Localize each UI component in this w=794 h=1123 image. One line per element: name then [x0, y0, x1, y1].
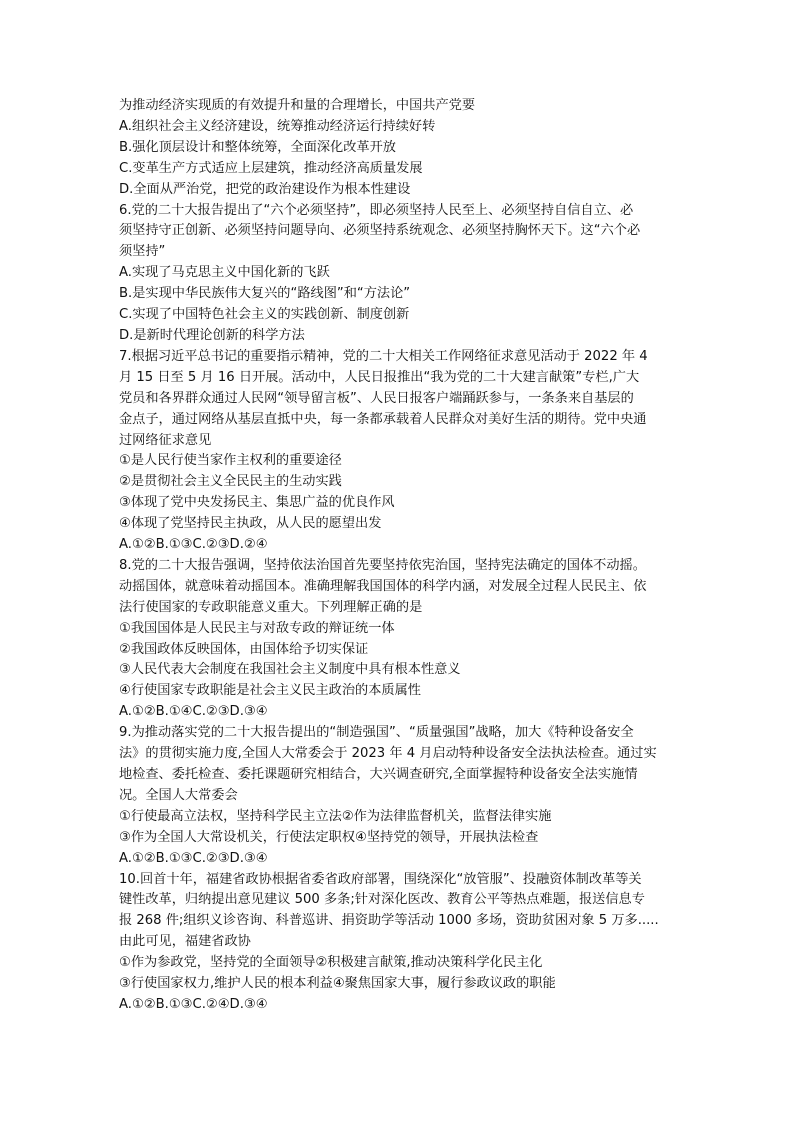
- question-stem-line: 地检查、委托检查、委托课题研究相结合，大兴调查研究,全面掌握特种设备安全法实施情: [119, 767, 638, 782]
- statement-item: ②是贯彻社会主义全民民主的生动实践: [119, 474, 342, 490]
- option-b: B.强化顶层设计和整体统筹，全面深化改革开放: [119, 139, 396, 155]
- answer-options: A.①②B.①③C.②③D.③④: [119, 850, 268, 866]
- question-stem-line: 8.党的二十大报告强调，坚持依法治国首先要坚持依宪治国，坚持宪法确定的国体不动摇。: [119, 557, 646, 573]
- exam-page: [119, 96, 789, 1016]
- option-a: A.实现了马克思主义中国化新的飞跃: [119, 265, 330, 281]
- question-intro: [119, 96, 789, 201]
- option-d: D.全面从严治党，把党的政治建设作为根本性建设: [119, 181, 411, 197]
- statement-item: ①是人民行使当家作主权利的重要途径: [119, 453, 342, 469]
- question-stem-line: 由此可见，福建省政协: [119, 934, 251, 950]
- answer-options: A.①②B.①③C.②③D.②④: [119, 537, 268, 553]
- question-stem-line: 报 268 件;组织义诊咨询、科普巡讲、捐资助学等活动 1000 多场，资助贫困对象 5 万多.....: [119, 913, 659, 929]
- question-stem-line: 月 15 日至 5 月 16 日开展。活动中，人民日报推出“我为党的二十大建言献策”专栏,广大: [119, 369, 640, 385]
- statement-item: ②我国政体反映国体，由国体给予切实保证: [119, 641, 369, 657]
- question-stem-line: 动摇国体，就意味着动摇国本。准确理解我国国体的科学内涵，对发展全过程人民民主、依: [119, 578, 647, 594]
- question-stem-line: 9.为推动落实党的二十大报告提出的“制造强国”、“质量强国”战略，加大《特种设备安全: [119, 725, 634, 741]
- question-stem-line: 金点子，通过网络从基层直抵中央，每一条都承载着人民群众对美好生活的期待。党中央通: [119, 411, 647, 427]
- question-stem-line: 况。全国人大常委会: [119, 787, 238, 803]
- question-stem-line: 10.回首十年，福建省政协根据省委省政府部署，围绕深化“放管服”、投融资体制改革等关: [119, 871, 642, 887]
- statement-item: ③作为全国人大常设机关，行使法定职权④坚持党的领导，开展执法检查: [119, 829, 539, 845]
- question-stem-line: 法行使国家的专政职能意义重大。下列理解正确的是: [119, 599, 423, 615]
- question-stem-line: 7.根据习近平总书记的重要指示精神，党的二十大相关工作网络征求意见活动于 2022 年 4: [119, 348, 648, 364]
- option-c: C.变革生产方式适应上层建筑，推动经济高质量发展: [119, 160, 423, 176]
- statement-item: ③人民代表大会制度在我国社会主义制度中具有根本性意义: [119, 662, 461, 678]
- question-stem-line: 过网络征求意见: [119, 432, 212, 448]
- question-9: [119, 723, 789, 869]
- question-10: [119, 870, 789, 1016]
- option-a: A.组织社会主义经济建设，统筹推动经济运行持续好转: [119, 118, 436, 134]
- statement-item: ④行使国家专政职能是社会主义民主政治的本质属性: [119, 683, 421, 699]
- statement-item: ③行使国家权力,维护人民的根本利益④聚焦国家大事，履行参政议政的职能: [119, 976, 556, 992]
- answer-options: A.①②B.①③C.②④D.③④: [119, 996, 268, 1012]
- answer-options: A.①②B.①④C.②③D.③④: [119, 704, 268, 720]
- statement-item: ④体现了党坚持民主执政，从人民的愿望出发: [119, 516, 382, 532]
- statement-item: ①行使最高立法权，坚持科学民主立法②作为法律监督机关，监督法律实施: [119, 808, 552, 824]
- statement-item: ③体现了党中央发扬民主、集思广益的优良作风: [119, 495, 395, 511]
- question-stem: 为推动经济实现质的有效提升和量的合理增长，中国共产党要: [119, 98, 476, 113]
- question-8: [119, 556, 789, 723]
- statement-item: ①我国国体是人民民主与对敌专政的辩证统一体: [119, 620, 395, 636]
- statement-item: ①作为参政党，坚持党的全面领导②积极建言献策,推动决策科学化民主化: [119, 955, 543, 971]
- question-stem-line: 党员和各界群众通过人民网“领导留言板”、人民日报客户端踊跃参与，一条条来自基层的: [119, 390, 634, 406]
- question-stem-line: 键性改革，归纳提出意见建议 500 多条;针对深化医改、教育公平等热点难题，报送信息专: [119, 892, 645, 908]
- option-c: C.实现了中国特色社会主义的实践创新、制度创新: [119, 307, 410, 323]
- question-stem-line: 法》的贯彻实施力度,全国人大常委会于 2023 年 4 月启动特种设备安全法执法检查。通过实: [119, 746, 657, 762]
- question-stem-line: 6.党的二十大报告提出了“六个必须坚持”，即必须坚持人民至上、必须坚持自信自立、必: [119, 202, 634, 218]
- option-d: D.是新时代理论创新的科学方法: [119, 327, 305, 343]
- option-b: B.是实现中华民族伟大复兴的“路线图”和“方法论”: [119, 286, 411, 302]
- question-stem-line: 须坚持守正创新、必须坚持问题导向、必须坚持系统观念、必须坚持胸怀天下。这“六个必: [119, 223, 641, 239]
- question-stem-line: 须坚持”: [119, 244, 166, 260]
- question-6: [119, 201, 789, 347]
- question-7: [119, 347, 789, 556]
